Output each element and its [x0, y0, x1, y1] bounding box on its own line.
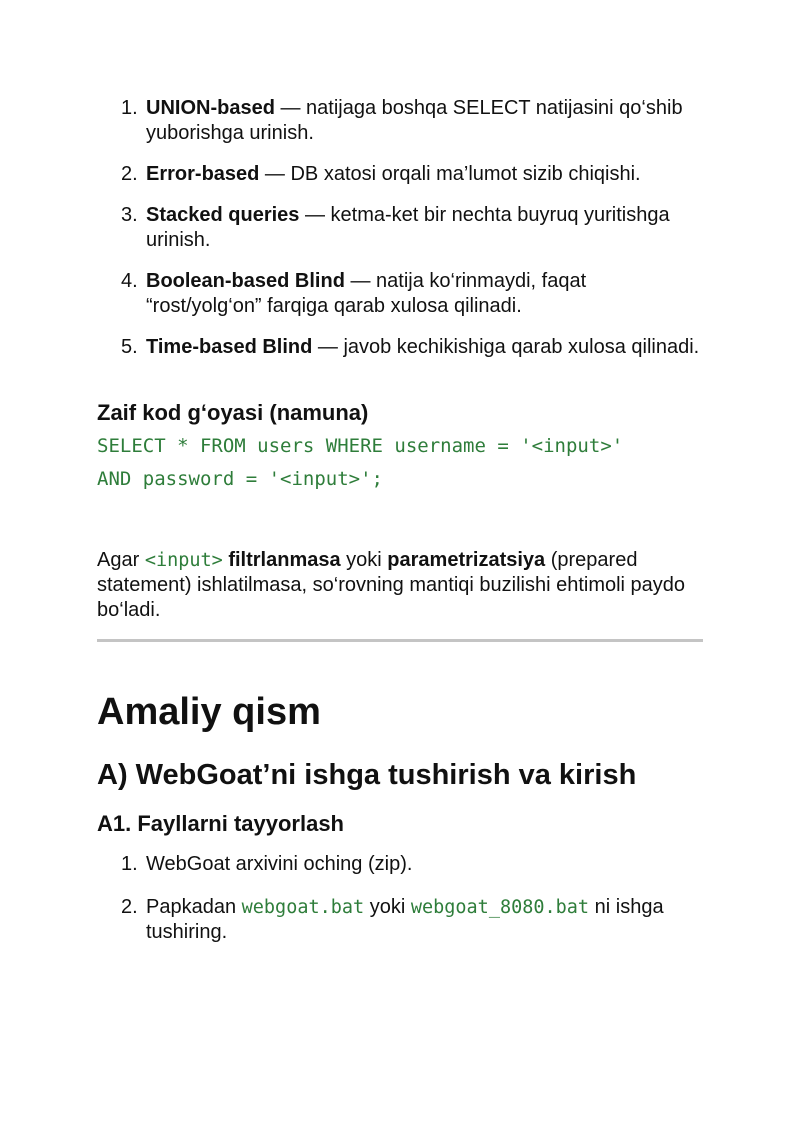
note-paragraph	[97, 548, 703, 623]
technique-term: UNION-based	[146, 97, 275, 119]
technique-desc: — ketma-ket bir nechta buyruq yuritishga urinish.	[146, 204, 670, 251]
inline-code: <input>	[144, 550, 223, 571]
step-text: yoki	[364, 896, 411, 918]
code-line: SELECT * FROM users WHERE username = '<input>'	[97, 435, 624, 457]
list-item	[97, 203, 703, 253]
document-page	[97, 96, 703, 963]
subsubsection-title: A1. Fayllarni tayyorlash	[97, 811, 344, 836]
list-number: 4.	[121, 270, 138, 292]
list-number: 2.	[121, 163, 138, 185]
technique-desc: — javob kechikishiga qarab xulosa qilinadi.	[312, 336, 700, 358]
subsection-title: A) WebGoat’ni ishga tushirish va kirish	[97, 759, 637, 791]
horizontal-rule	[97, 639, 703, 642]
note-bold: filtrlanmasa	[228, 549, 341, 571]
list-number: 1.	[121, 97, 138, 119]
list-item	[97, 162, 703, 187]
list-number: 3.	[121, 204, 138, 226]
section-title: Amaliy qism	[97, 691, 321, 733]
list-item	[97, 335, 703, 360]
list-number: 5.	[121, 336, 138, 358]
technique-desc: — DB xatosi orqali ma’lumot sizib chiqishi.	[259, 163, 641, 185]
note-bold: parametrizatsiya	[387, 549, 546, 571]
sqli-techniques-list	[97, 96, 703, 360]
note-text: yoki	[340, 549, 388, 571]
technique-desc: — natijaga boshqa SELECT natijasini qo‘shib yuborishga urinish.	[146, 97, 683, 144]
note-text: (prepared statement) ishlatilmasa, so‘rovning mantiqi buzilishi ehtimoli paydo bo‘ladi.	[97, 549, 686, 621]
step-text: ni ishga tushiring.	[146, 896, 664, 943]
list-item	[97, 895, 703, 945]
steps-list	[97, 852, 703, 945]
note-text: Agar	[97, 549, 145, 571]
list-item	[97, 269, 703, 319]
technique-term: Error-based	[146, 163, 260, 185]
inline-code: webgoat_8080.bat	[410, 897, 590, 918]
technique-term: Stacked queries	[146, 204, 300, 226]
technique-term: Time-based Blind	[146, 336, 313, 358]
vulnerable-code-heading: Zaif kod g‘oyasi (namuna)	[97, 400, 369, 425]
list-item	[97, 852, 703, 877]
code-line: AND password = '<input>';	[97, 468, 383, 490]
inline-code: webgoat.bat	[241, 897, 365, 918]
technique-desc: — natija ko‘rinmaydi, faqat “rost/yolg‘on” farqiga qarab xulosa qilinadi.	[146, 270, 587, 317]
step-text: WebGoat arxivini oching (zip).	[146, 853, 413, 875]
list-number: 2.	[121, 896, 138, 918]
list-number: 1.	[121, 853, 138, 875]
list-item	[97, 96, 703, 146]
step-text: Papkadan	[146, 896, 242, 918]
technique-term: Boolean-based Blind	[146, 270, 345, 292]
code-block	[97, 430, 703, 496]
